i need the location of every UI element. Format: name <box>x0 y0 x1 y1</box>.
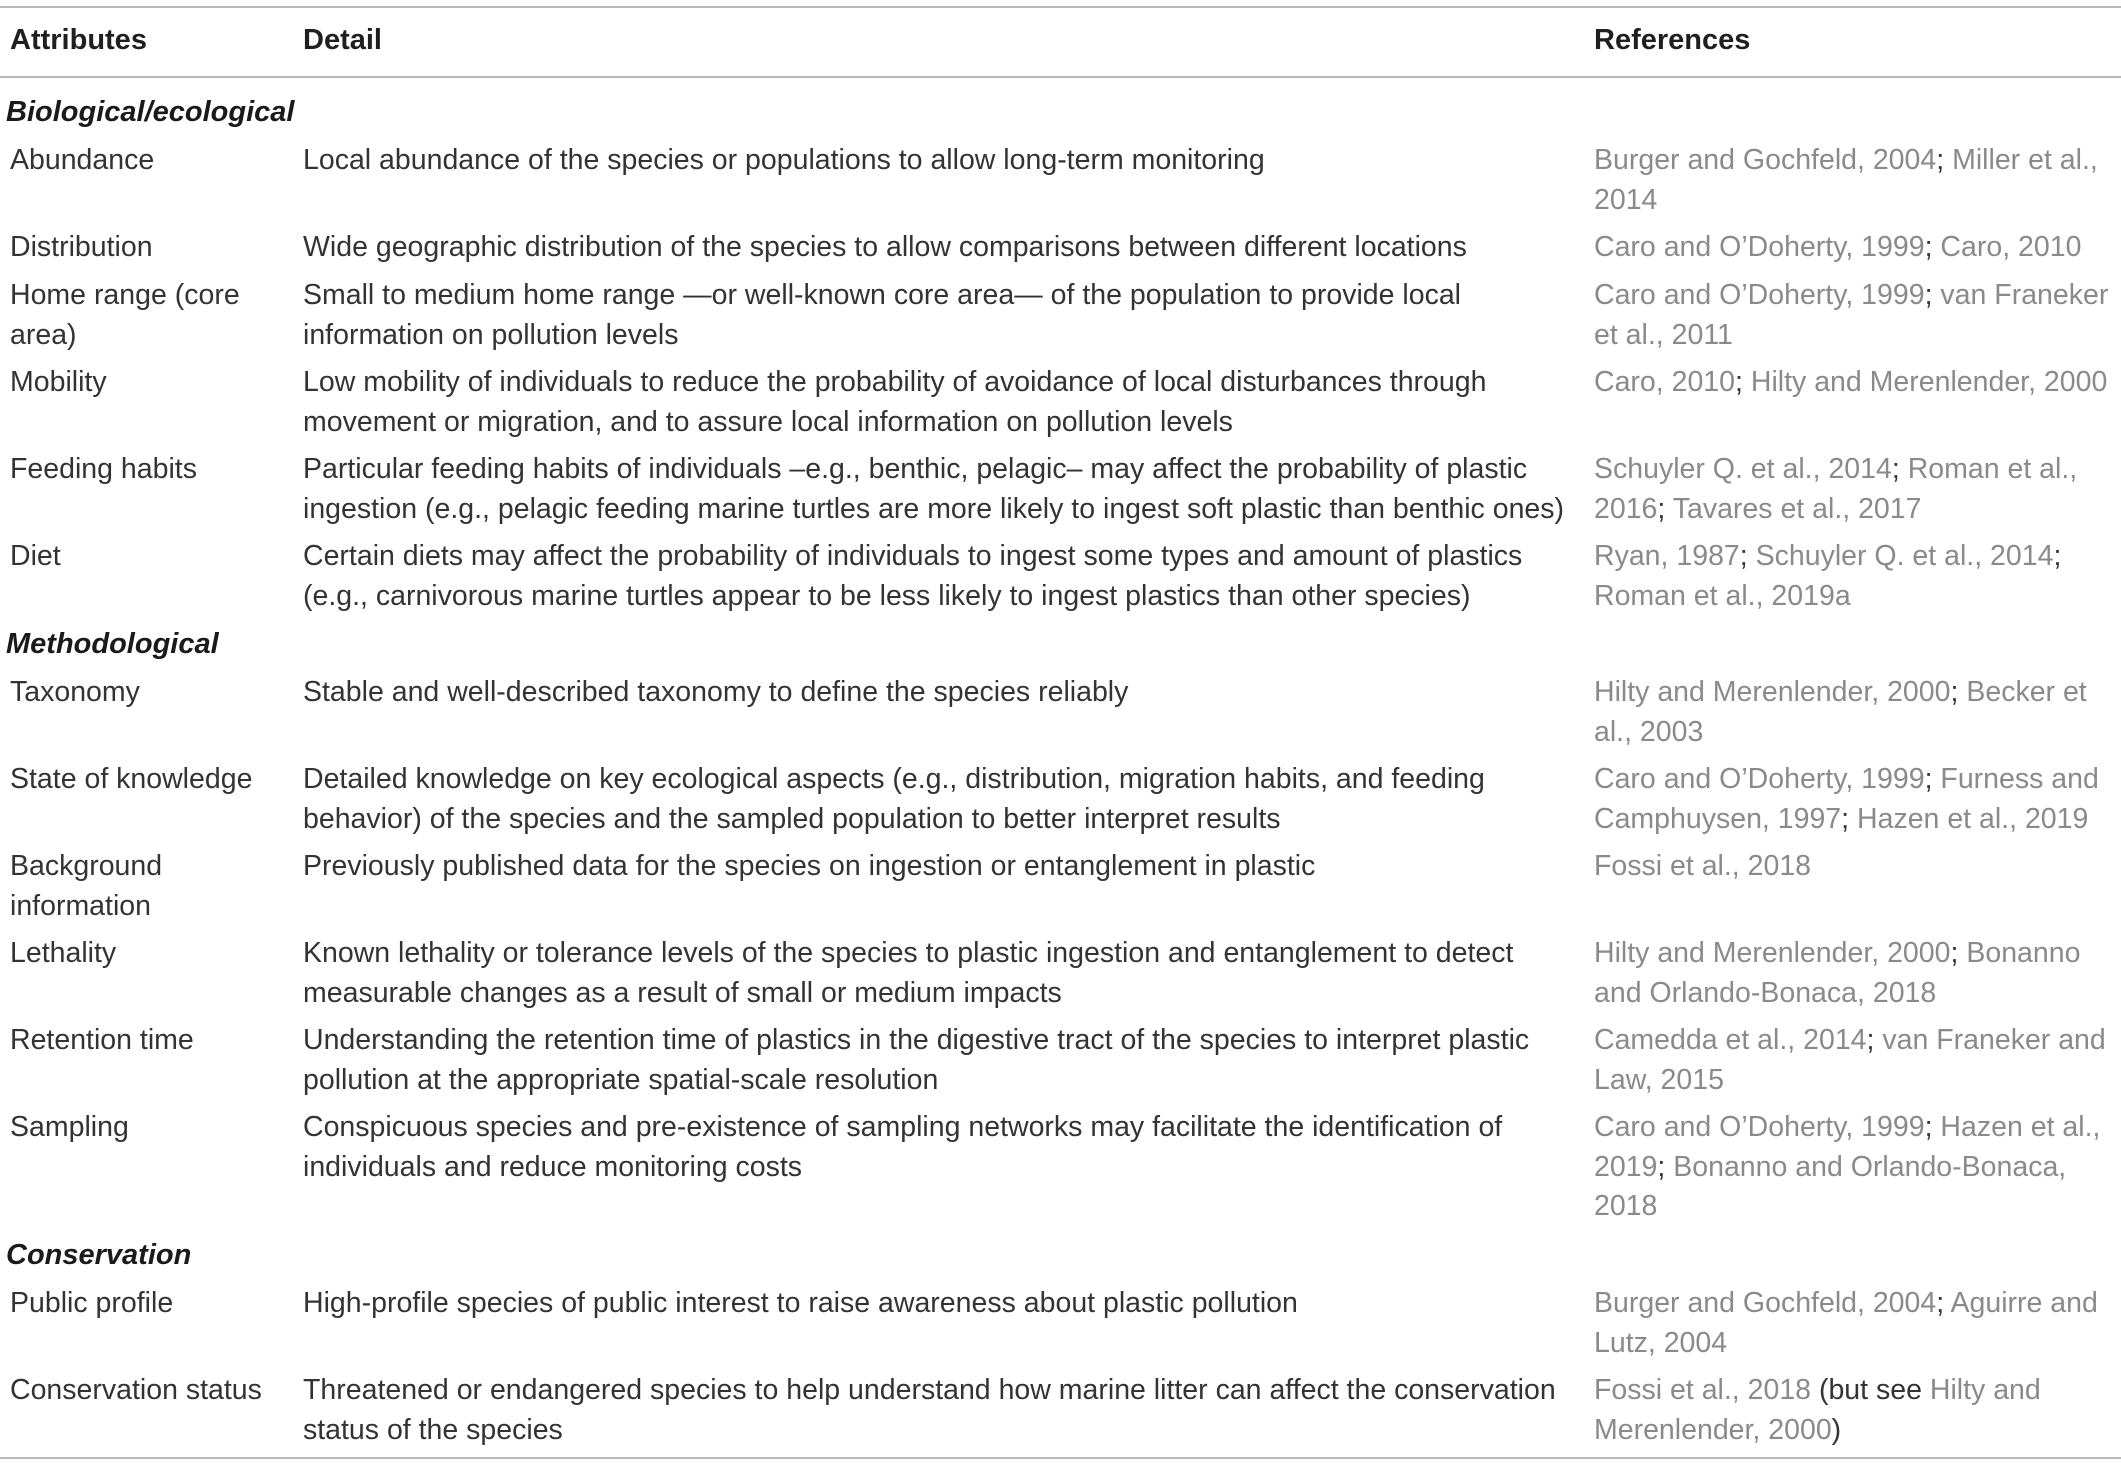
reference-link[interactable]: Burger and Gochfeld, 2004 <box>1594 144 1937 176</box>
detail-cell: High-profile species of public interest to raise awareness about plastic pollution <box>303 1287 1298 1319</box>
header-detail: Detail <box>303 24 382 56</box>
detail-cell: Understanding the retention time of plastics in the digestive tract of the species to interpret plastic pollution at the appropriate spatial-scale resolution <box>303 1024 1530 1096</box>
reference-link[interactable]: Becker et al., 2003 <box>1594 676 2087 748</box>
table-row <box>0 843 2121 930</box>
table-header-row <box>0 18 2121 66</box>
detail-cell: Conspicuous species and pre-existence of sampling networks may facilitate the identification of individuals and reduce monitoring costs <box>303 1111 1503 1183</box>
detail-cell: Wide geographic distribution of the species to allow comparisons between different locations <box>303 231 1467 263</box>
detail-cell: Local abundance of the species or populations to allow long-term monitoring <box>303 144 1265 176</box>
reference-link[interactable]: Hazen et al., 2019 <box>1857 802 2089 835</box>
section-title: Conservation <box>6 1239 192 1271</box>
attribute-cell: Diet <box>10 540 61 572</box>
attribute-cell: Lethality <box>10 937 117 969</box>
reference-link[interactable]: Camedda et al., 2014 <box>1594 1024 1867 1056</box>
reference-separator: ; <box>1936 1287 1951 1319</box>
references-cell <box>1594 1108 2114 1227</box>
references-cell <box>1594 1371 2114 1450</box>
attribute-cell: Abundance <box>10 144 155 176</box>
table-top-rule <box>0 6 2121 8</box>
reference-separator: ; <box>1950 937 1967 969</box>
detail-cell: Low mobility of individuals to reduce the probability of avoidance of local disturbances through movement or migration, and to assure local information on pollution levels <box>303 366 1487 438</box>
attribute-cell: Mobility <box>10 366 107 398</box>
attribute-cell: Sampling <box>10 1111 129 1143</box>
reference-link[interactable]: Hilty and Merenlender, 2000 <box>1594 937 1951 969</box>
reference-separator: ; <box>1950 676 1967 708</box>
table-row <box>0 1104 2121 1231</box>
references-cell <box>1594 1021 2114 1100</box>
reference-link[interactable]: Ryan, 1987 <box>1594 540 1740 572</box>
reference-link[interactable]: Burger and Gochfeld, 2004 <box>1594 1287 1937 1319</box>
reference-link[interactable]: Caro, 2010 <box>1594 366 1736 398</box>
reference-link[interactable]: Bonanno and Orlando-Bonaca, 2018 <box>1594 937 2081 1009</box>
attribute-cell: Distribution <box>10 231 153 263</box>
reference-link[interactable]: Hazen et al., 2019 <box>1594 1111 2101 1183</box>
reference-link[interactable]: Roman et al., 2019a <box>1594 579 1851 612</box>
reference-link[interactable]: Miller et al., 2014 <box>1594 144 2098 216</box>
reference-link[interactable]: van Franeker and Law, 2015 <box>1594 1024 2106 1096</box>
references-cell <box>1594 847 2114 887</box>
reference-link[interactable]: Schuyler Q. et al., 2014 <box>1755 540 2054 572</box>
reference-link[interactable]: Fossi et al., 2018 <box>1594 1374 1812 1406</box>
table-row <box>0 137 2121 224</box>
references-cell <box>1594 363 2114 403</box>
detail-cell: Threatened or endangered species to help understand how marine litter can affect the conservation status of the species <box>303 1374 1556 1446</box>
reference-separator: (but see <box>1811 1374 1930 1406</box>
references-cell <box>1594 1284 2114 1363</box>
reference-separator: ; <box>1936 144 1953 176</box>
reference-separator: ; <box>2053 540 2062 572</box>
reference-separator: ; <box>1841 802 1858 835</box>
reference-separator: ; <box>1891 453 1908 485</box>
table-row <box>0 756 2121 843</box>
table-row <box>0 359 2121 446</box>
table-row <box>0 224 2121 272</box>
reference-link[interactable]: Bonanno and Orlando-Bonaca, 2018 <box>1594 1150 2067 1222</box>
table-row <box>0 930 2121 1017</box>
reference-separator: ; <box>1924 231 1941 263</box>
section-heading <box>0 88 2121 137</box>
detail-cell: Small to medium home range —or well-known core area— of the population to provide local information on pollution levels <box>303 279 1462 351</box>
table-row <box>0 669 2121 756</box>
reference-link[interactable]: Caro and O’Doherty, 1999 <box>1594 279 1925 311</box>
reference-separator: ; <box>1657 1150 1674 1183</box>
attribute-cell: Taxonomy <box>10 676 140 708</box>
reference-link[interactable]: Furness and Camphuysen, 1997 <box>1594 763 2099 835</box>
detail-cell: Certain diets may affect the probability of individuals to ingest some types and amount of plastics (e.g., carnivorous marine turtles appear to be less likely to ingest plastics than other species) <box>303 540 1523 612</box>
references-cell <box>1594 673 2114 752</box>
references-cell <box>1594 276 2114 355</box>
header-references: References <box>1594 24 1751 56</box>
reference-link[interactable]: Hilty and Merenlender, 2000 <box>1594 1374 2041 1446</box>
section-heading <box>0 1231 2121 1280</box>
attribute-cell: Public profile <box>10 1287 174 1319</box>
detail-cell: Previously published data for the species on ingestion or entanglement in plastic <box>303 850 1316 882</box>
reference-link[interactable]: Aguirre and Lutz, 2004 <box>1594 1287 2098 1359</box>
reference-link[interactable]: van Franeker et al., 2011 <box>1594 279 2109 351</box>
references-cell <box>1594 228 2114 268</box>
reference-link[interactable]: Hilty and Merenlender, 2000 <box>1750 366 2108 398</box>
reference-link[interactable]: Caro and O’Doherty, 1999 <box>1594 231 1925 263</box>
table-row <box>0 1280 2121 1367</box>
header-attributes: Attributes <box>10 24 147 56</box>
reference-separator: ; <box>1924 763 1941 795</box>
reference-separator: ; <box>1924 1111 1941 1143</box>
table-header-rule <box>0 76 2121 78</box>
detail-cell: Stable and well-described taxonomy to define the species reliably <box>303 676 1129 708</box>
attribute-cell: Background information <box>10 850 163 922</box>
references-cell <box>1594 537 2114 616</box>
table-body <box>0 88 2121 1454</box>
detail-cell: Detailed knowledge on key ecological aspects (e.g., distribution, migration habits, and feeding behavior) of the species and the sampled population to better interpret results <box>303 763 1485 835</box>
reference-separator: ; <box>1735 366 1751 398</box>
section-title: Methodological <box>6 628 219 660</box>
section-title: Biological/ecological <box>6 96 295 128</box>
references-cell <box>1594 934 2114 1013</box>
references-cell <box>1594 141 2114 220</box>
reference-separator: ; <box>1739 540 1756 572</box>
table-bottom-rule <box>0 1457 2121 1459</box>
references-cell <box>1594 450 2114 529</box>
attribute-cell: State of knowledge <box>10 763 253 795</box>
reference-link[interactable]: Hilty and Merenlender, 2000 <box>1594 676 1951 708</box>
table-row <box>0 1017 2121 1104</box>
detail-cell: Known lethality or tolerance levels of the species to plastic ingestion and entanglement to detect measurable changes as a result of small or medium impacts <box>303 937 1514 1009</box>
reference-link[interactable]: Roman et al., 2016 <box>1594 453 2078 525</box>
table-row <box>0 1367 2121 1454</box>
reference-link[interactable]: Schuyler Q. et al., 2014 <box>1594 453 1892 485</box>
reference-link[interactable]: Fossi et al., 2018 <box>1594 850 1812 882</box>
reference-link[interactable]: Caro and O’Doherty, 1999 <box>1594 763 1925 795</box>
section-heading <box>0 620 2121 669</box>
table-row <box>0 446 2121 533</box>
detail-cell: Particular feeding habits of individuals –e.g., benthic, pelagic– may affect the probability of plastic ingestion (e.g., pelagic feeding marine turtles are more likely to ingest soft plastic than benthic ones) <box>303 453 1565 525</box>
table-row <box>0 533 2121 620</box>
references-cell <box>1594 760 2114 839</box>
attribute-cell: Conservation status <box>10 1374 262 1406</box>
reference-separator: ; <box>1924 279 1941 311</box>
table-row <box>0 272 2121 359</box>
attribute-cell: Feeding habits <box>10 453 197 485</box>
attribute-cell: Retention time <box>10 1024 194 1056</box>
reference-link[interactable]: Caro, 2010 <box>1940 231 2082 263</box>
attribute-cell: Home range (core area) <box>10 279 240 351</box>
reference-separator: ; <box>1657 492 1673 525</box>
reference-link[interactable]: Tavares et al., 2017 <box>1672 492 1922 525</box>
reference-separator: ) <box>1831 1413 1842 1446</box>
reference-separator: ; <box>1866 1024 1883 1056</box>
reference-link[interactable]: Caro and O’Doherty, 1999 <box>1594 1111 1925 1143</box>
